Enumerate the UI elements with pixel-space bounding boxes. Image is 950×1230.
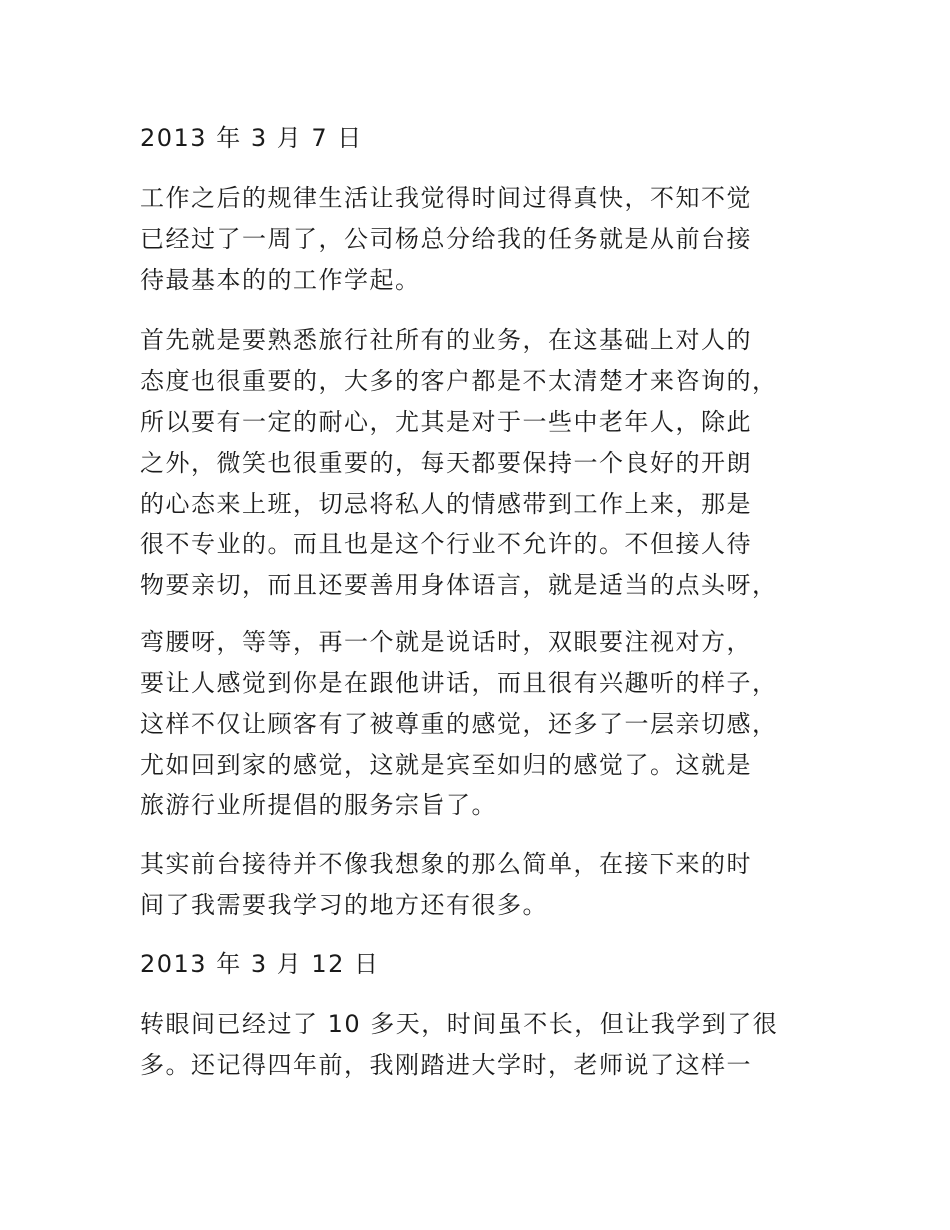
text-line: 之外，微笑也很重要的，每天都要保持一个良好的开朗	[140, 449, 752, 477]
date-heading: 2013 年 3 月 12 日	[140, 950, 380, 978]
text-line: 态度也很重要的，大多的客户都是不太清楚才来咨询的，	[140, 367, 778, 395]
text-line: 已经过了一周了，公司杨总分给我的任务就是从前台接	[140, 225, 752, 253]
text-line: 首先就是要熟悉旅行社所有的业务，在这基础上对人的	[140, 326, 752, 354]
text-line: 尤如回到家的感觉，这就是宾至如归的感觉了。这就是	[140, 751, 752, 779]
date-heading: 2013 年 3 月 7 日	[140, 124, 363, 152]
text-line: 待最基本的的工作学起。	[140, 266, 421, 294]
text-line: 弯腰呀，等等，再一个就是说话时，双眼要注视对方，	[140, 628, 752, 656]
text-line: 这样不仅让顾客有了被尊重的感觉，还多了一层亲切感，	[140, 710, 778, 738]
text-line: 很不专业的。而且也是这个行业不允许的。不但接人待	[140, 530, 752, 558]
text-line: 物要亲切，而且还要善用身体语言，就是适当的点头呀，	[140, 571, 778, 599]
text-line: 要让人感觉到你是在跟他讲话，而且很有兴趣听的样子，	[140, 669, 778, 697]
text-line: 转眼间已经过了 10 多天，时间虽不长，但让我学到了很	[140, 1010, 779, 1038]
text-line: 多。还记得四年前，我刚踏进大学时，老师说了这样一	[140, 1051, 752, 1079]
text-line: 旅游行业所提倡的服务宗旨了。	[140, 791, 497, 819]
text-line: 间了我需要我学习的地方还有很多。	[140, 891, 548, 919]
text-line: 的心态来上班，切忌将私人的情感带到工作上来，那是	[140, 490, 752, 518]
text-line: 其实前台接待并不像我想象的那么简单，在接下来的时	[140, 850, 752, 878]
text-line: 所以要有一定的耐心，尤其是对于一些中老年人，除此	[140, 408, 752, 436]
text-line: 工作之后的规律生活让我觉得时间过得真快，不知不觉	[140, 184, 752, 212]
